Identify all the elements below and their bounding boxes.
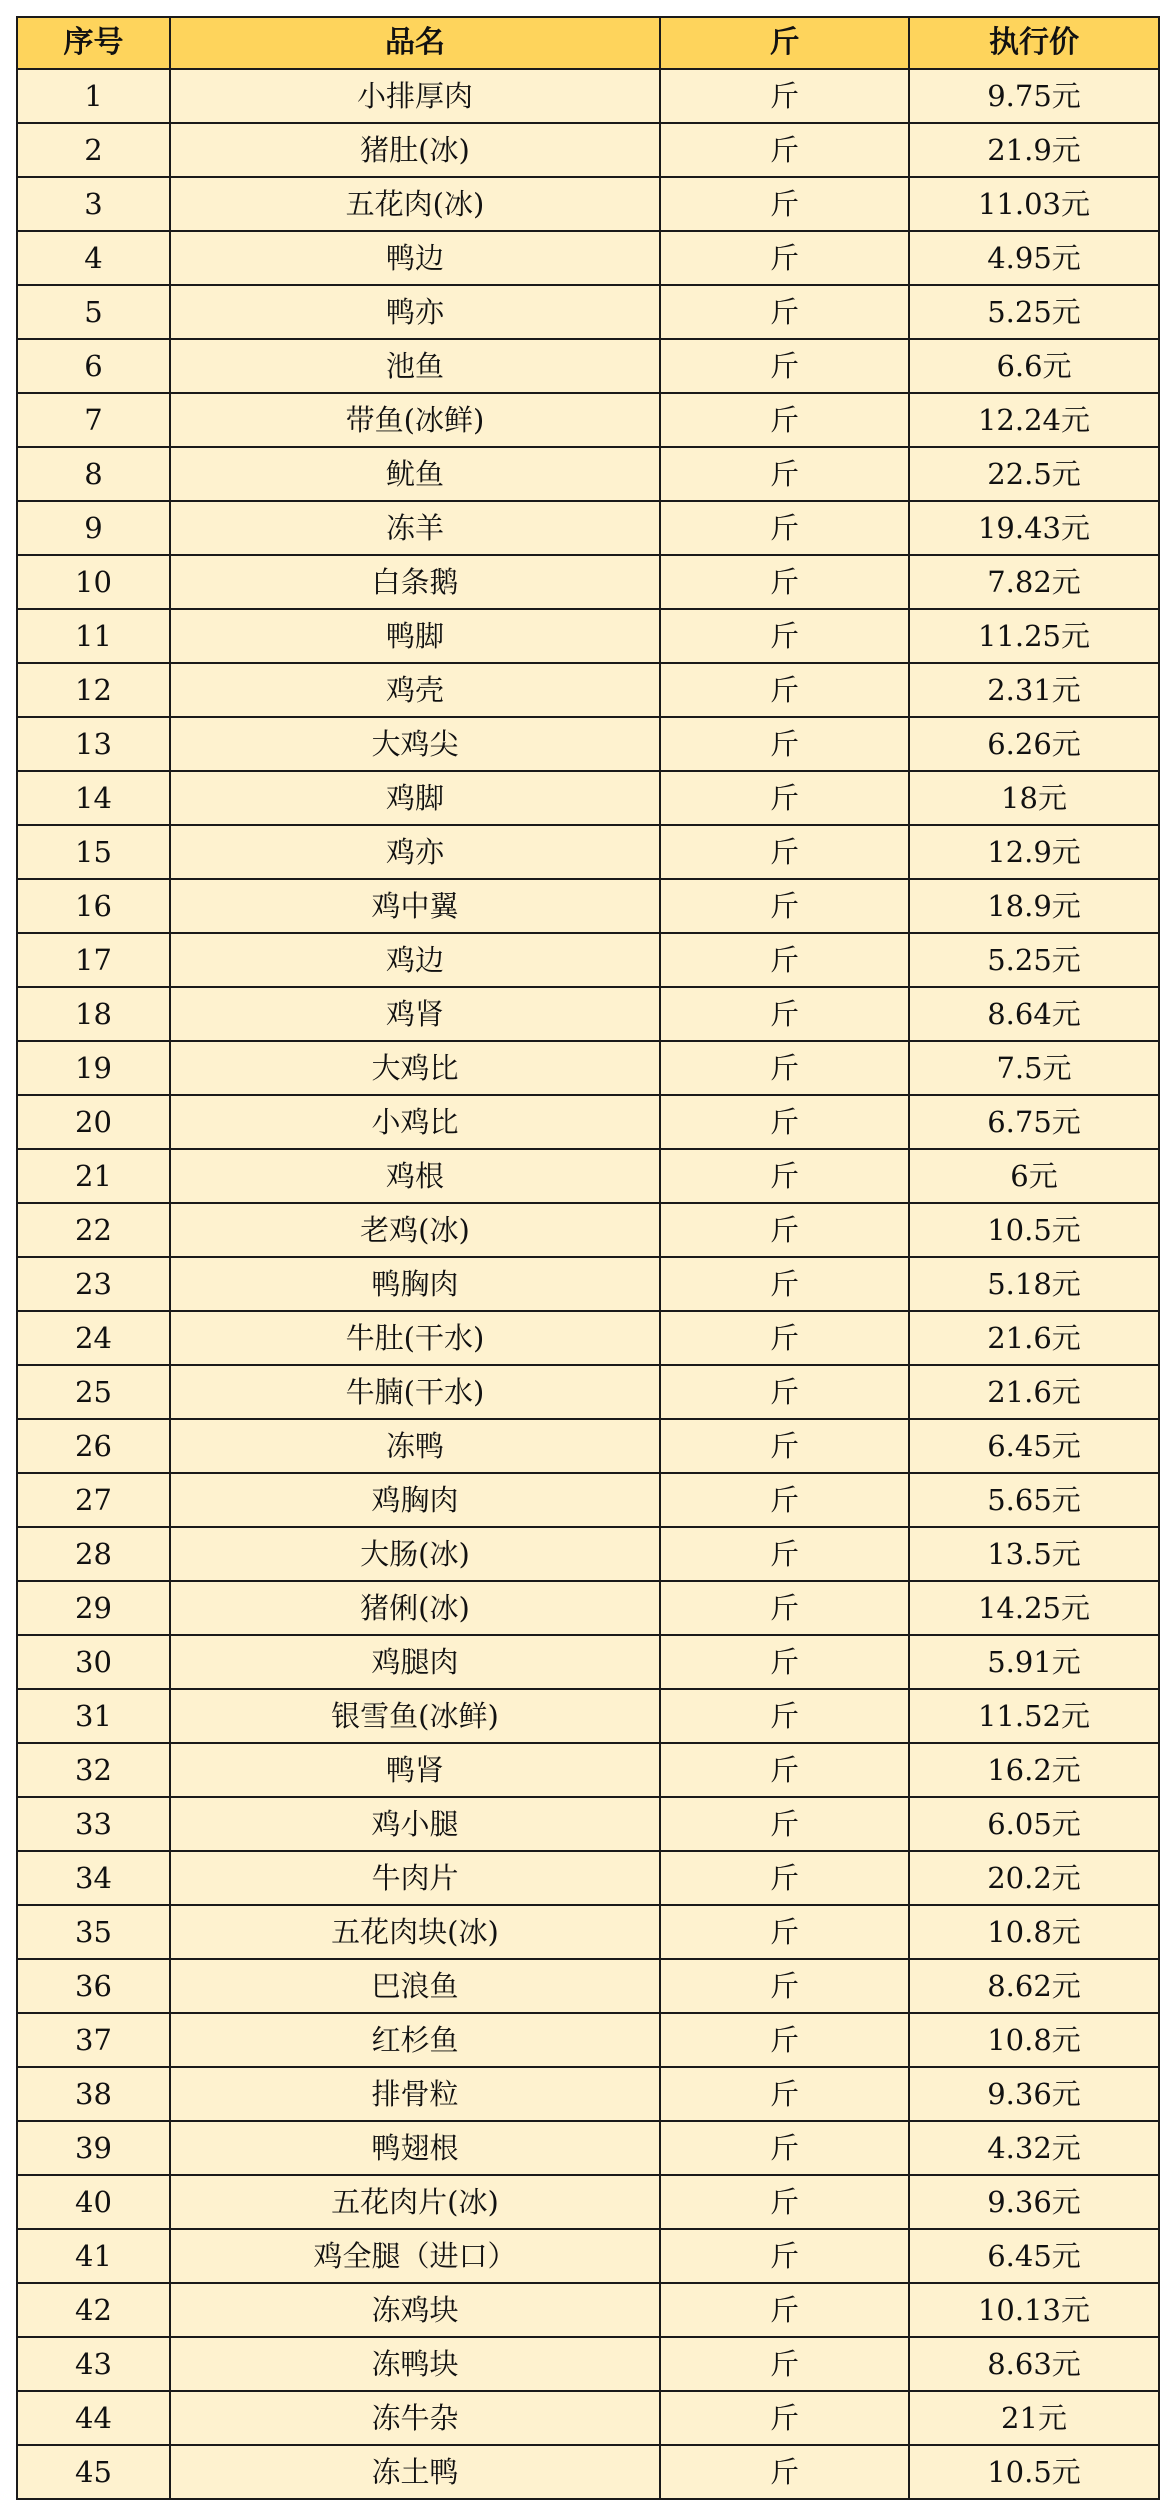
- cell-seq: 39: [17, 2121, 170, 2175]
- cell-price: 4.95元: [909, 231, 1159, 285]
- cell-seq: 11: [17, 609, 170, 663]
- table-row: [17, 1203, 1159, 1257]
- table-row: [17, 2175, 1159, 2229]
- cell-name: 冻牛杂: [170, 2391, 660, 2445]
- cell-seq: 22: [17, 1203, 170, 1257]
- table-row: [17, 1635, 1159, 1689]
- cell-unit: 斤: [660, 2445, 909, 2499]
- table-row: [17, 393, 1159, 447]
- cell-seq: 32: [17, 1743, 170, 1797]
- header-row: [17, 17, 1159, 69]
- cell-unit: 斤: [660, 393, 909, 447]
- cell-name: 鸭肾: [170, 1743, 660, 1797]
- cell-seq: 45: [17, 2445, 170, 2499]
- cell-unit: 斤: [660, 1095, 909, 1149]
- table-row: [17, 2229, 1159, 2283]
- cell-seq: 31: [17, 1689, 170, 1743]
- cell-unit: 斤: [660, 555, 909, 609]
- cell-seq: 8: [17, 447, 170, 501]
- cell-seq: 42: [17, 2283, 170, 2337]
- cell-price: 11.25元: [909, 609, 1159, 663]
- cell-price: 16.2元: [909, 1743, 1159, 1797]
- cell-seq: 14: [17, 771, 170, 825]
- cell-seq: 30: [17, 1635, 170, 1689]
- cell-unit: 斤: [660, 1689, 909, 1743]
- cell-seq: 5: [17, 285, 170, 339]
- cell-unit: 斤: [660, 1149, 909, 1203]
- cell-price: 12.9元: [909, 825, 1159, 879]
- cell-unit: 斤: [660, 339, 909, 393]
- table-row: [17, 2445, 1159, 2499]
- cell-price: 21.6元: [909, 1311, 1159, 1365]
- cell-price: 10.13元: [909, 2283, 1159, 2337]
- table-row: [17, 1959, 1159, 2013]
- cell-seq: 20: [17, 1095, 170, 1149]
- table-row: [17, 1797, 1159, 1851]
- cell-unit: 斤: [660, 1797, 909, 1851]
- cell-price: 9.36元: [909, 2067, 1159, 2121]
- cell-seq: 16: [17, 879, 170, 933]
- cell-price: 5.91元: [909, 1635, 1159, 1689]
- cell-seq: 43: [17, 2337, 170, 2391]
- header-unit: 斤: [660, 17, 909, 69]
- cell-name: 五花肉块(冰): [170, 1905, 660, 1959]
- cell-price: 9.36元: [909, 2175, 1159, 2229]
- cell-price: 18.9元: [909, 879, 1159, 933]
- cell-price: 11.03元: [909, 177, 1159, 231]
- cell-price: 6元: [909, 1149, 1159, 1203]
- cell-unit: 斤: [660, 663, 909, 717]
- cell-unit: 斤: [660, 501, 909, 555]
- cell-name: 鸡壳: [170, 663, 660, 717]
- cell-name: 大鸡尖: [170, 717, 660, 771]
- cell-name: 鸡亦: [170, 825, 660, 879]
- table-row: [17, 1311, 1159, 1365]
- cell-name: 鸡中翼: [170, 879, 660, 933]
- cell-name: 冻羊: [170, 501, 660, 555]
- cell-price: 13.5元: [909, 1527, 1159, 1581]
- table-row: [17, 663, 1159, 717]
- cell-price: 6.75元: [909, 1095, 1159, 1149]
- cell-price: 8.64元: [909, 987, 1159, 1041]
- cell-price: 21.9元: [909, 123, 1159, 177]
- table-body: [17, 69, 1159, 2499]
- cell-name: 鸭脚: [170, 609, 660, 663]
- cell-price: 5.25元: [909, 285, 1159, 339]
- price-table: [16, 16, 1160, 2500]
- cell-seq: 24: [17, 1311, 170, 1365]
- cell-price: 5.25元: [909, 933, 1159, 987]
- cell-price: 7.5元: [909, 1041, 1159, 1095]
- cell-unit: 斤: [660, 2067, 909, 2121]
- table-row: [17, 1419, 1159, 1473]
- cell-seq: 17: [17, 933, 170, 987]
- cell-unit: 斤: [660, 879, 909, 933]
- table-row: [17, 1581, 1159, 1635]
- table-row: [17, 1689, 1159, 1743]
- table-row: [17, 555, 1159, 609]
- cell-unit: 斤: [660, 177, 909, 231]
- cell-price: 19.43元: [909, 501, 1159, 555]
- cell-seq: 37: [17, 2013, 170, 2067]
- cell-name: 小鸡比: [170, 1095, 660, 1149]
- cell-unit: 斤: [660, 609, 909, 663]
- cell-seq: 13: [17, 717, 170, 771]
- cell-seq: 6: [17, 339, 170, 393]
- cell-seq: 35: [17, 1905, 170, 1959]
- cell-name: 红杉鱼: [170, 2013, 660, 2067]
- table-row: [17, 2391, 1159, 2445]
- cell-name: 排骨粒: [170, 2067, 660, 2121]
- cell-seq: 19: [17, 1041, 170, 1095]
- table-row: [17, 879, 1159, 933]
- cell-price: 6.45元: [909, 2229, 1159, 2283]
- cell-unit: 斤: [660, 1311, 909, 1365]
- cell-price: 14.25元: [909, 1581, 1159, 1635]
- cell-unit: 斤: [660, 69, 909, 123]
- cell-unit: 斤: [660, 1635, 909, 1689]
- cell-seq: 7: [17, 393, 170, 447]
- cell-unit: 斤: [660, 1257, 909, 1311]
- table-row: [17, 1095, 1159, 1149]
- cell-name: 猪肚(冰): [170, 123, 660, 177]
- cell-seq: 21: [17, 1149, 170, 1203]
- cell-price: 8.62元: [909, 1959, 1159, 2013]
- cell-seq: 10: [17, 555, 170, 609]
- cell-seq: 4: [17, 231, 170, 285]
- table-row: [17, 1851, 1159, 1905]
- cell-name: 冻鸡块: [170, 2283, 660, 2337]
- cell-seq: 15: [17, 825, 170, 879]
- cell-unit: 斤: [660, 987, 909, 1041]
- cell-price: 21.6元: [909, 1365, 1159, 1419]
- table-row: [17, 1041, 1159, 1095]
- cell-seq: 40: [17, 2175, 170, 2229]
- cell-name: 鸭翅根: [170, 2121, 660, 2175]
- cell-unit: 斤: [660, 1905, 909, 1959]
- cell-name: 鸡脚: [170, 771, 660, 825]
- cell-price: 11.52元: [909, 1689, 1159, 1743]
- cell-unit: 斤: [660, 1419, 909, 1473]
- header-price: 执行价: [909, 17, 1159, 69]
- cell-price: 10.8元: [909, 2013, 1159, 2067]
- cell-price: 7.82元: [909, 555, 1159, 609]
- cell-name: 鸡全腿（进口）: [170, 2229, 660, 2283]
- cell-seq: 29: [17, 1581, 170, 1635]
- cell-seq: 2: [17, 123, 170, 177]
- table-header: [17, 17, 1159, 69]
- cell-price: 21元: [909, 2391, 1159, 2445]
- cell-unit: 斤: [660, 1959, 909, 2013]
- cell-name: 鸡腿肉: [170, 1635, 660, 1689]
- cell-price: 10.8元: [909, 1905, 1159, 1959]
- cell-price: 6.45元: [909, 1419, 1159, 1473]
- table-row: [17, 1149, 1159, 1203]
- table-row: [17, 933, 1159, 987]
- table-row: [17, 717, 1159, 771]
- cell-seq: 36: [17, 1959, 170, 2013]
- cell-unit: 斤: [660, 2391, 909, 2445]
- cell-unit: 斤: [660, 447, 909, 501]
- table-row: [17, 1257, 1159, 1311]
- cell-seq: 25: [17, 1365, 170, 1419]
- table-row: [17, 1743, 1159, 1797]
- cell-name: 牛肚(干水): [170, 1311, 660, 1365]
- cell-name: 银雪鱼(冰鲜): [170, 1689, 660, 1743]
- table-row: [17, 1905, 1159, 1959]
- table-row: [17, 447, 1159, 501]
- table-row: [17, 2067, 1159, 2121]
- cell-name: 五花肉片(冰): [170, 2175, 660, 2229]
- cell-seq: 12: [17, 663, 170, 717]
- cell-unit: 斤: [660, 231, 909, 285]
- cell-name: 带鱼(冰鲜): [170, 393, 660, 447]
- cell-name: 鸭亦: [170, 285, 660, 339]
- cell-price: 6.05元: [909, 1797, 1159, 1851]
- cell-name: 鸭胸肉: [170, 1257, 660, 1311]
- cell-seq: 38: [17, 2067, 170, 2121]
- cell-name: 池鱼: [170, 339, 660, 393]
- cell-seq: 44: [17, 2391, 170, 2445]
- header-seq: 序号: [17, 17, 170, 69]
- table-row: [17, 1473, 1159, 1527]
- cell-name: 大鸡比: [170, 1041, 660, 1095]
- cell-price: 2.31元: [909, 663, 1159, 717]
- cell-unit: 斤: [660, 2229, 909, 2283]
- cell-price: 6.6元: [909, 339, 1159, 393]
- cell-price: 5.18元: [909, 1257, 1159, 1311]
- cell-unit: 斤: [660, 1743, 909, 1797]
- cell-name: 牛肉片: [170, 1851, 660, 1905]
- cell-name: 鸡边: [170, 933, 660, 987]
- cell-unit: 斤: [660, 1473, 909, 1527]
- cell-name: 猪俐(冰): [170, 1581, 660, 1635]
- cell-price: 12.24元: [909, 393, 1159, 447]
- cell-unit: 斤: [660, 2175, 909, 2229]
- cell-name: 鸡根: [170, 1149, 660, 1203]
- cell-name: 牛腩(干水): [170, 1365, 660, 1419]
- cell-name: 鸡胸肉: [170, 1473, 660, 1527]
- table-row: [17, 123, 1159, 177]
- cell-seq: 23: [17, 1257, 170, 1311]
- cell-unit: 斤: [660, 717, 909, 771]
- table-row: [17, 231, 1159, 285]
- cell-name: 鸡肾: [170, 987, 660, 1041]
- cell-seq: 18: [17, 987, 170, 1041]
- cell-unit: 斤: [660, 2121, 909, 2175]
- cell-name: 巴浪鱼: [170, 1959, 660, 2013]
- cell-unit: 斤: [660, 1851, 909, 1905]
- table-row: [17, 1527, 1159, 1581]
- cell-seq: 33: [17, 1797, 170, 1851]
- cell-unit: 斤: [660, 771, 909, 825]
- cell-price: 10.5元: [909, 1203, 1159, 1257]
- cell-name: 冻鸭块: [170, 2337, 660, 2391]
- cell-unit: 斤: [660, 825, 909, 879]
- cell-seq: 41: [17, 2229, 170, 2283]
- table-row: [17, 339, 1159, 393]
- cell-price: 22.5元: [909, 447, 1159, 501]
- cell-seq: 9: [17, 501, 170, 555]
- table-row: [17, 2337, 1159, 2391]
- table-row: [17, 771, 1159, 825]
- cell-seq: 26: [17, 1419, 170, 1473]
- price-sheet: [16, 16, 1158, 2500]
- table-row: [17, 2121, 1159, 2175]
- cell-name: 小排厚肉: [170, 69, 660, 123]
- cell-price: 18元: [909, 771, 1159, 825]
- cell-seq: 3: [17, 177, 170, 231]
- cell-price: 5.65元: [909, 1473, 1159, 1527]
- cell-unit: 斤: [660, 2013, 909, 2067]
- table-row: [17, 285, 1159, 339]
- table-row: [17, 825, 1159, 879]
- table-row: [17, 987, 1159, 1041]
- cell-unit: 斤: [660, 1365, 909, 1419]
- cell-seq: 27: [17, 1473, 170, 1527]
- cell-price: 20.2元: [909, 1851, 1159, 1905]
- table-row: [17, 1365, 1159, 1419]
- cell-seq: 1: [17, 69, 170, 123]
- cell-price: 4.32元: [909, 2121, 1159, 2175]
- table-row: [17, 2013, 1159, 2067]
- cell-name: 鱿鱼: [170, 447, 660, 501]
- header-name: 品名: [170, 17, 660, 69]
- cell-name: 白条鹅: [170, 555, 660, 609]
- table-row: [17, 2283, 1159, 2337]
- cell-unit: 斤: [660, 2337, 909, 2391]
- cell-unit: 斤: [660, 1203, 909, 1257]
- cell-name: 鸭边: [170, 231, 660, 285]
- table-row: [17, 501, 1159, 555]
- cell-name: 大肠(冰): [170, 1527, 660, 1581]
- table-row: [17, 609, 1159, 663]
- cell-price: 10.5元: [909, 2445, 1159, 2499]
- cell-price: 6.26元: [909, 717, 1159, 771]
- cell-unit: 斤: [660, 1041, 909, 1095]
- cell-name: 冻鸭: [170, 1419, 660, 1473]
- cell-unit: 斤: [660, 2283, 909, 2337]
- cell-seq: 28: [17, 1527, 170, 1581]
- table-row: [17, 177, 1159, 231]
- cell-price: 9.75元: [909, 69, 1159, 123]
- cell-unit: 斤: [660, 1581, 909, 1635]
- table-row: [17, 69, 1159, 123]
- cell-name: 老鸡(冰): [170, 1203, 660, 1257]
- cell-name: 冻土鸭: [170, 2445, 660, 2499]
- cell-name: 五花肉(冰): [170, 177, 660, 231]
- cell-unit: 斤: [660, 285, 909, 339]
- cell-seq: 34: [17, 1851, 170, 1905]
- cell-unit: 斤: [660, 1527, 909, 1581]
- cell-price: 8.63元: [909, 2337, 1159, 2391]
- cell-unit: 斤: [660, 123, 909, 177]
- cell-unit: 斤: [660, 933, 909, 987]
- cell-name: 鸡小腿: [170, 1797, 660, 1851]
